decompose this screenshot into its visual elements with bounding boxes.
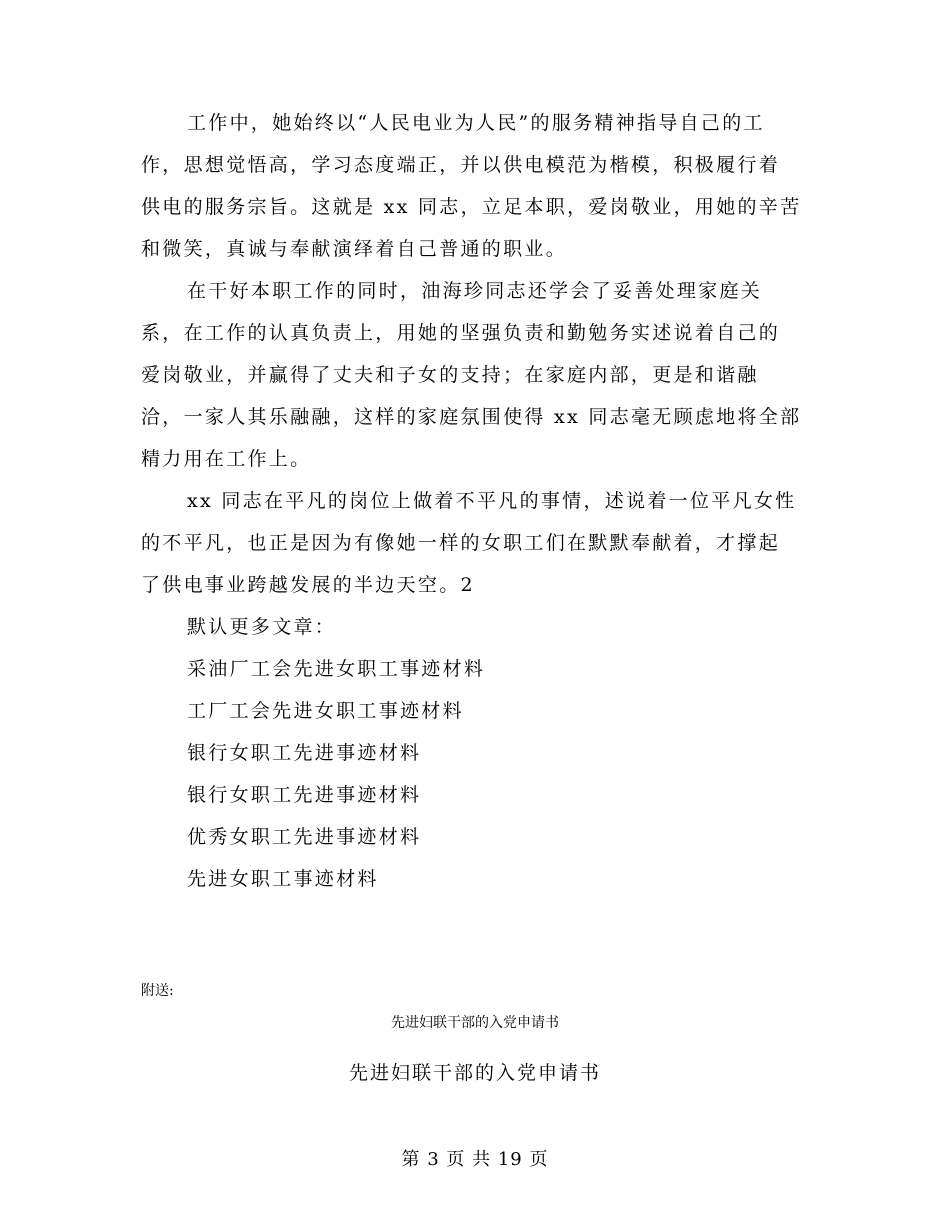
paragraph-summary [141, 480, 807, 606]
attachment-label: 附送: [141, 983, 174, 999]
text-line: 系，在工作的认真负责上，用她的坚强负责和勤勉务实述说着自己的 [141, 322, 781, 344]
attachment-title: 先进妇联干部的入党申请书 [348, 1062, 601, 1084]
paragraph-family-balance [141, 270, 807, 480]
text-line: xx 同志在平凡的岗位上做着不平凡的事情，述说着一位平凡女性 [187, 490, 797, 512]
article-link[interactable]: 银行女职工先进事迹材料 [187, 784, 422, 806]
text-line: 了供电事业跨越发展的半边天空。2 [141, 574, 475, 596]
text-line: 作，思想觉悟高，学习态度端正，并以供电模范为楷模，积极履行着 [141, 154, 781, 176]
document-body [141, 102, 807, 900]
text-line: 爱岗敬业，并赢得了丈夫和子女的支持；在家庭内部，更是和谐融 [141, 364, 759, 386]
text-line: 精力用在工作上。 [141, 448, 312, 470]
text-line: 在干好本职工作的同时，油海珍同志还学会了妥善处理家庭关 [187, 280, 763, 302]
text-line: 供电的服务宗旨。这就是 xx 同志，立足本职，爱岗敬业，用她的辛苦 [141, 196, 802, 218]
paragraph-work-attitude [141, 102, 807, 270]
more-articles-list [141, 648, 807, 900]
page-number-footer: 第 3 页 共 19 页 [401, 1149, 549, 1170]
text-line: 和微笑，真诚与奉献演绎着自己普通的职业。 [141, 238, 568, 260]
article-link[interactable]: 工厂工会先进女职工事迹材料 [187, 700, 464, 722]
more-articles-heading: 默认更多文章： [187, 616, 337, 638]
attachment-title-small: 先进妇联干部的入党申请书 [391, 1015, 559, 1031]
text-line: 的不平凡，也正是因为有像她一样的女职工们在默默奉献着，才撑起 [141, 532, 781, 554]
text-line: 工作中，她始终以“人民电业为人民”的服务精神指导自己的工 [187, 112, 765, 134]
article-link[interactable]: 银行女职工先进事迹材料 [187, 742, 422, 764]
article-link[interactable]: 优秀女职工先进事迹材料 [187, 826, 422, 848]
article-link[interactable]: 先进女职工事迹材料 [187, 868, 379, 890]
text-line: 洽，一家人其乐融融，这样的家庭氛围使得 xx 同志毫无顾虑地将全部 [141, 406, 802, 428]
article-link[interactable]: 采油厂工会先进女职工事迹材料 [187, 658, 486, 680]
